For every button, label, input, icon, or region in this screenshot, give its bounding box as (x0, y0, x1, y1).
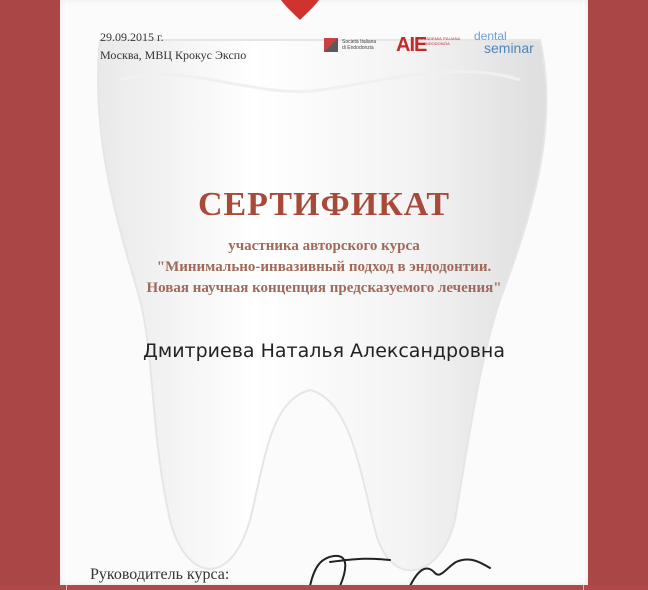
certificate-subtitle (60, 236, 588, 299)
event-info (100, 28, 246, 64)
society-logo-text: Società Italiana di Endodonzia (342, 39, 377, 51)
subtitle-line-2: "Минимально-инвазивный подход в эндодонтии. (156, 259, 492, 275)
aie-logo-text: ACCADEMIA ITALIANA DI ENDODONZIA (418, 36, 460, 46)
heart-emblem-icon (270, 0, 330, 22)
society-mark-icon (324, 38, 338, 52)
subtitle-line-3: Новая научная концепция предсказуемого лечения" (146, 280, 502, 296)
course-head-label: Руководитель курса: (90, 566, 230, 583)
subtitle-line-1: участника авторского курса (228, 238, 420, 254)
signature-icon (300, 548, 500, 585)
certificate-title: СЕРТИФИКАТ (197, 186, 451, 223)
dental-seminar-logo (474, 30, 534, 54)
dental-logo-text: dental (474, 29, 507, 43)
sponsor-logos (322, 29, 572, 62)
society-logo (322, 36, 380, 58)
aie-logo: AIE (396, 34, 427, 56)
certificate-paper (60, 0, 588, 585)
seminar-logo-text: seminar (484, 40, 534, 56)
event-venue: Москва, МВЦ Крокус Экспо (100, 48, 247, 62)
event-date: 29.09.2015 г. (100, 30, 164, 44)
recipient-name: Дмитриева Наталья Александровна (143, 340, 505, 362)
